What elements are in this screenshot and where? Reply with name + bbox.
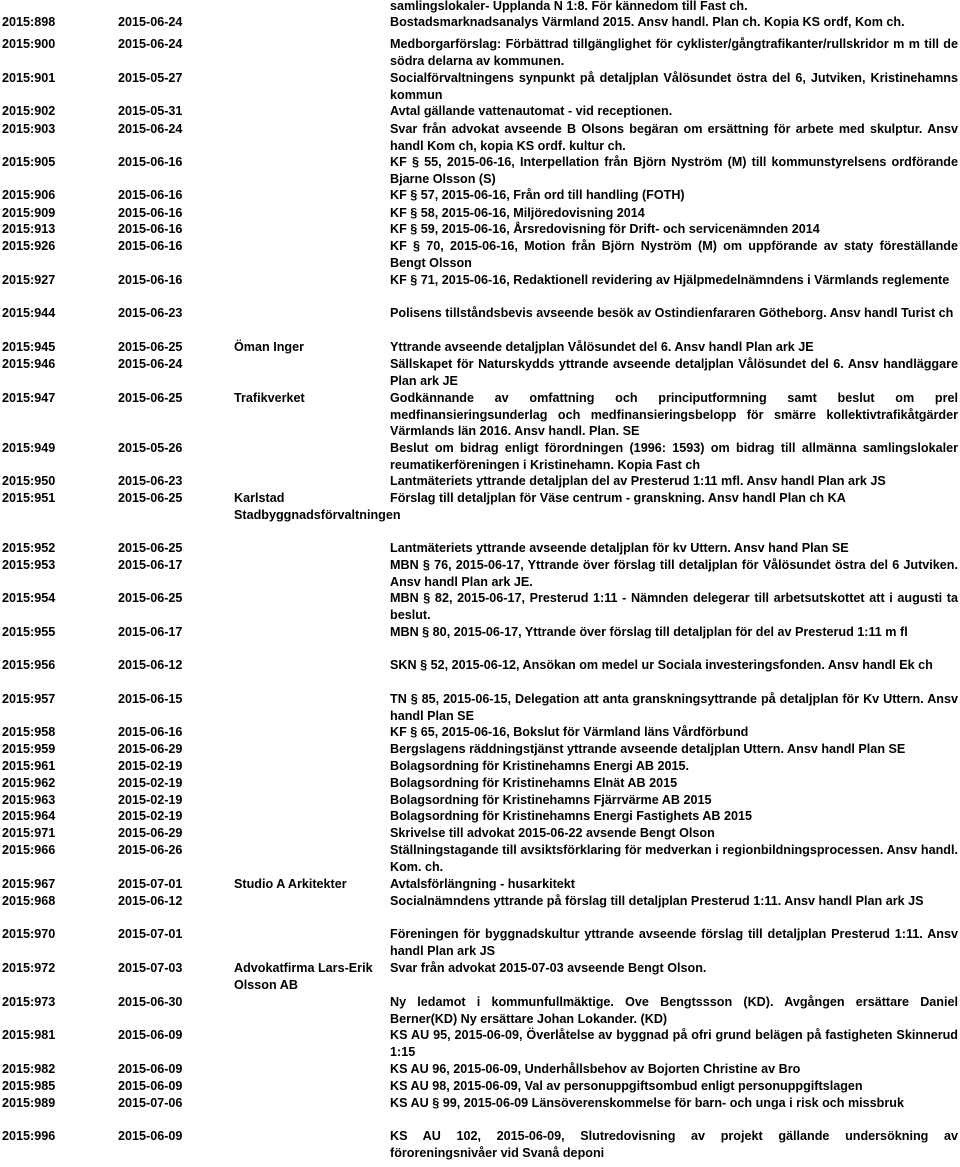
entry-date: 2015-06-16 bbox=[118, 155, 183, 169]
entry-date: 2015-07-03 bbox=[118, 961, 183, 975]
entry-subject: KF § 71, 2015-06-16, Redaktionell revidering av Hjälpmedelnämndens i Värmlands reglemente bbox=[390, 273, 950, 287]
entry-subject: KS AU 102, 2015-06-09, Slutredovisning av projekt gällande undersökning av föroreningsnivåer vid Svanå deponi bbox=[390, 1129, 958, 1160]
entry-id: 2015:944 bbox=[2, 306, 56, 320]
entry-sender: Öman Inger bbox=[234, 340, 304, 354]
entry-date: 2015-06-15 bbox=[118, 692, 183, 706]
entry-date: 2015-06-29 bbox=[118, 742, 183, 756]
entry-date: 2015-06-16 bbox=[118, 222, 183, 236]
entry-id: 2015:952 bbox=[2, 541, 56, 555]
entry-id: 2015:972 bbox=[2, 961, 56, 975]
entry-id: 2015:951 bbox=[2, 491, 56, 505]
entry-id: 2015:957 bbox=[2, 692, 56, 706]
entry-date: 2015-06-29 bbox=[118, 826, 183, 840]
entry-date: 2015-06-24 bbox=[118, 122, 183, 136]
entry-subject: MBN § 80, 2015-06-17, Yttrande över förslag till detaljplan för del av Presterud 1:11 m fl bbox=[390, 625, 908, 639]
entry-subject: Socialnämndens yttrande på förslag till detaljplan Presterud 1:11. Ansv handl Plan ark JS bbox=[390, 894, 924, 908]
entry-date: 2015-06-24 bbox=[118, 357, 183, 371]
entry-subject: Ny ledamot i kommunfullmäktige. Ove Bengtssson (KD). Avgången ersättare Daniel Berner(KD) Ny ersättare Johan Lokander. (KD) bbox=[390, 995, 958, 1026]
entry-date: 2015-05-27 bbox=[118, 71, 183, 85]
entry-id: 2015:906 bbox=[2, 188, 56, 202]
entry-subject: Godkännande av omfattning och principutformning samt beslut om prel medfinansieringsunderlag och medfinansieringsbelopp för smärre kollektivtrafikåtgärder Värmlands län 2016. Ansv handl. Plan. SE bbox=[390, 391, 958, 439]
entry-id: 2015:909 bbox=[2, 206, 56, 220]
entry-sender: Advokatfirma Lars-Erik Olsson AB bbox=[234, 961, 373, 992]
entry-date: 2015-06-12 bbox=[118, 894, 183, 908]
entry-date: 2015-02-19 bbox=[118, 809, 183, 823]
entry-subject: KS AU 96, 2015-06-09, Underhållsbehov av Bojorten Christine av Bro bbox=[390, 1062, 801, 1076]
entry-id: 2015:956 bbox=[2, 658, 56, 672]
entry-date: 2015-06-09 bbox=[118, 1079, 183, 1093]
entry-date: 2015-06-25 bbox=[118, 340, 183, 354]
entry-id: 2015:970 bbox=[2, 927, 56, 941]
entry-subject: Förslag till detaljplan för Väse centrum - granskning. Ansv handl Plan ch KA bbox=[390, 491, 846, 505]
entry-date: 2015-06-16 bbox=[118, 188, 183, 202]
entry-id: 2015:905 bbox=[2, 155, 56, 169]
entry-sender: Studio A Arkitekter bbox=[234, 877, 347, 891]
entry-id: 2015:927 bbox=[2, 273, 56, 287]
entry-date: 2015-06-16 bbox=[118, 725, 183, 739]
entry-date: 2015-02-19 bbox=[118, 776, 183, 790]
entry-id: 2015:950 bbox=[2, 474, 56, 488]
entry-date: 2015-06-24 bbox=[118, 15, 183, 29]
entry-subject: KF § 65, 2015-06-16, Bokslut för Värmland läns Vårdförbund bbox=[390, 725, 749, 739]
entry-date: 2015-06-23 bbox=[118, 474, 183, 488]
entry-subject: Skrivelse till advokat 2015-06-22 avsende Bengt Olson bbox=[390, 826, 715, 840]
entry-subject: Bolagsordning för Kristinehamns Energi Fastighets AB 2015 bbox=[390, 809, 753, 823]
entry-subject: Sällskapet för Naturskydds yttrande avseende detaljplan Vålösundet del 6. Ansv handläggare Plan ark JE bbox=[390, 357, 958, 388]
entry-id: 2015:958 bbox=[2, 725, 56, 739]
entry-subject: Bergslagens räddningstjänst yttrande avseende detaljplan Uttern. Ansv handl Plan SE bbox=[390, 742, 906, 756]
entry-date: 2015-06-25 bbox=[118, 541, 183, 555]
entry-subject: Svar från advokat avseende B Olsons begäran om ersättning för arbete med skulptur. Ansv handl Kom ch, kopia KS ordf. kultur ch. bbox=[390, 122, 958, 153]
entry-subject: Lantmäteriets yttrande avseende detaljplan för kv Uttern. Ansv hand Plan SE bbox=[390, 541, 849, 555]
entry-date: 2015-07-01 bbox=[118, 877, 183, 891]
entry-subject: MBN § 76, 2015-06-17, Yttrande över förslag till detaljplan för Vålösundet östra del 6 Jutviken. Ansv handl Plan ark JE. bbox=[390, 558, 958, 589]
entry-subject: Yttrande avseende detaljplan Vålösundet del 6. Ansv handl Plan ark JE bbox=[390, 340, 814, 354]
entry-subject: SKN § 52, 2015-06-12, Ansökan om medel ur Sociala investeringsfonden. Ansv handl Ek ch bbox=[390, 658, 933, 672]
entry-id: 2015:947 bbox=[2, 391, 56, 405]
entry-subject: Socialförvaltningens synpunkt på detaljplan Vålösundet östra del 6, Jutviken, Kristinehamns kommun bbox=[390, 71, 958, 102]
entry-subject: samlingslokaler- Upplanda N 1:8. För kännedom till Fast ch. bbox=[390, 0, 748, 13]
entry-date: 2015-06-25 bbox=[118, 591, 183, 605]
entry-date: 2015-02-19 bbox=[118, 759, 183, 773]
entry-date: 2015-07-01 bbox=[118, 927, 183, 941]
entry-subject: Bolagsordning för Kristinehamns Energi AB 2015. bbox=[390, 759, 690, 773]
entry-subject: Bolagsordning för Kristinehamns Fjärrvärme AB 2015 bbox=[390, 793, 712, 807]
entry-id: 2015:996 bbox=[2, 1129, 56, 1143]
entry-subject: Föreningen för byggnadskultur yttrande avseende förslag till detaljplan Presterud 1:11. Ansv handl Plan ark JS bbox=[390, 927, 958, 958]
entry-id: 2015:926 bbox=[2, 239, 56, 253]
entry-date: 2015-06-12 bbox=[118, 658, 183, 672]
entry-sender: Trafikverket bbox=[234, 391, 305, 405]
entry-subject: Bolagsordning för Kristinehamns Elnät AB 2015 bbox=[390, 776, 678, 790]
entry-subject: Bostadsmarknadsanalys Värmland 2015. Ansv handl. Plan ch. Kopia KS ordf, Kom ch. bbox=[390, 15, 905, 29]
entry-id: 2015:953 bbox=[2, 558, 56, 572]
entry-subject: Lantmäteriets yttrande detaljplan del av Presterud 1:11 mfl. Ansv handl Plan ark JS bbox=[390, 474, 886, 488]
entry-id: 2015:989 bbox=[2, 1096, 56, 1110]
entry-subject: KF § 59, 2015-06-16, Årsredovisning för Drift- och servicenämnden 2014 bbox=[390, 222, 820, 236]
entry-id: 2015:962 bbox=[2, 776, 56, 790]
entry-date: 2015-06-16 bbox=[118, 239, 183, 253]
entry-date: 2015-06-17 bbox=[118, 558, 183, 572]
entry-date: 2015-06-09 bbox=[118, 1062, 183, 1076]
entry-id: 2015:966 bbox=[2, 843, 56, 857]
entry-id: 2015:898 bbox=[2, 15, 56, 29]
entry-id: 2015:900 bbox=[2, 37, 56, 51]
entry-id: 2015:967 bbox=[2, 877, 56, 891]
entry-id: 2015:961 bbox=[2, 759, 56, 773]
entry-date: 2015-06-17 bbox=[118, 625, 183, 639]
entry-id: 2015:946 bbox=[2, 357, 56, 371]
entry-id: 2015:902 bbox=[2, 104, 56, 118]
entry-subject: Beslut om bidrag enligt förordningen (1996: 1593) om bidrag till allmänna samlingslokaler reumatikerföreningen i Kristinehamn. Kopia Fast ch bbox=[390, 441, 958, 472]
entry-subject: KS AU 98, 2015-06-09, Val av personuppgiftsombud enligt personuppgiftslagen bbox=[390, 1079, 863, 1093]
entry-subject: Ställningstagande till avsiktsförklaring för medverkan i regionbildningsprocessen. Ansv handl. Kom. ch. bbox=[390, 843, 958, 874]
entry-date: 2015-06-09 bbox=[118, 1028, 183, 1042]
entry-date: 2015-02-19 bbox=[118, 793, 183, 807]
entry-date: 2015-06-16 bbox=[118, 273, 183, 287]
entry-id: 2015:982 bbox=[2, 1062, 56, 1076]
entry-date: 2015-05-31 bbox=[118, 104, 183, 118]
entry-date: 2015-06-24 bbox=[118, 37, 183, 51]
entry-subject: KS AU 95, 2015-06-09, Överlåtelse av byggnad på ofri grund belägen på fastigheten Skinnerud 1:15 bbox=[390, 1028, 958, 1059]
entry-subject: KF § 58, 2015-06-16, Miljöredovisning 2014 bbox=[390, 206, 645, 220]
entry-date: 2015-05-26 bbox=[118, 441, 183, 455]
entry-id: 2015:971 bbox=[2, 826, 56, 840]
entry-subject: MBN § 82, 2015-06-17, Presterud 1:11 - Nämnden delegerar till arbetsutskottet att i augusti ta beslut. bbox=[390, 591, 958, 622]
entry-subject: KF § 57, 2015-06-16, Från ord till handling (FOTH) bbox=[390, 188, 685, 202]
entry-date: 2015-07-06 bbox=[118, 1096, 183, 1110]
entry-id: 2015:968 bbox=[2, 894, 56, 908]
entry-subject: Avtal gällande vattenautomat - vid receptionen. bbox=[390, 104, 673, 118]
entry-id: 2015:903 bbox=[2, 122, 56, 136]
entry-id: 2015:981 bbox=[2, 1028, 56, 1042]
entry-date: 2015-06-09 bbox=[118, 1129, 183, 1143]
entry-id: 2015:964 bbox=[2, 809, 56, 823]
entry-subject: KF § 55, 2015-06-16, Interpellation från Björn Nyström (M) till kommunstyrelsens ordförande Bjarne Olsson (S) bbox=[390, 155, 958, 186]
entry-id: 2015:955 bbox=[2, 625, 56, 639]
entry-date: 2015-06-25 bbox=[118, 391, 183, 405]
entry-date: 2015-06-25 bbox=[118, 491, 183, 505]
entry-id: 2015:913 bbox=[2, 222, 56, 236]
entry-id: 2015:949 bbox=[2, 441, 56, 455]
entry-subject: Avtalsförlängning - husarkitekt bbox=[390, 877, 575, 891]
entry-subject: KS AU § 99, 2015-06-09 Länsöverenskommelse för barn- och unga i risk och missbruk bbox=[390, 1096, 904, 1110]
entry-date: 2015-06-26 bbox=[118, 843, 183, 857]
entry-subject: Polisens tillståndsbevis avseende besök av Ostindienfararen Götheborg. Ansv handl Turist ch bbox=[390, 306, 954, 320]
entry-id: 2015:959 bbox=[2, 742, 56, 756]
entry-id: 2015:901 bbox=[2, 71, 56, 85]
entry-subject: KF § 70, 2015-06-16, Motion från Björn Nyström (M) om uppförande av staty föreställande Bengt Olsson bbox=[390, 239, 958, 270]
entry-date: 2015-06-16 bbox=[118, 206, 183, 220]
entry-subject: TN § 85, 2015-06-15, Delegation att anta granskningsyttrande på detaljplan för Kv Uttern. Ansv handl Plan SE bbox=[390, 692, 958, 723]
entry-id: 2015:963 bbox=[2, 793, 56, 807]
entry-subject: Medborgarförslag: Förbättrad tillgänglighet för cyklister/gångtrafikanter/rullskridor m m till de södra delarna av kommunen. bbox=[390, 37, 958, 68]
entry-sender: Karlstad Stadbyggnadsförvaltningen bbox=[234, 491, 401, 522]
entry-id: 2015:954 bbox=[2, 591, 56, 605]
entry-date: 2015-06-30 bbox=[118, 995, 183, 1009]
entry-id: 2015:973 bbox=[2, 995, 56, 1009]
entry-subject: Svar från advokat 2015-07-03 avseende Bengt Olson. bbox=[390, 961, 707, 975]
entry-id: 2015:945 bbox=[2, 340, 56, 354]
entry-date: 2015-06-23 bbox=[118, 306, 183, 320]
entry-id: 2015:985 bbox=[2, 1079, 56, 1093]
